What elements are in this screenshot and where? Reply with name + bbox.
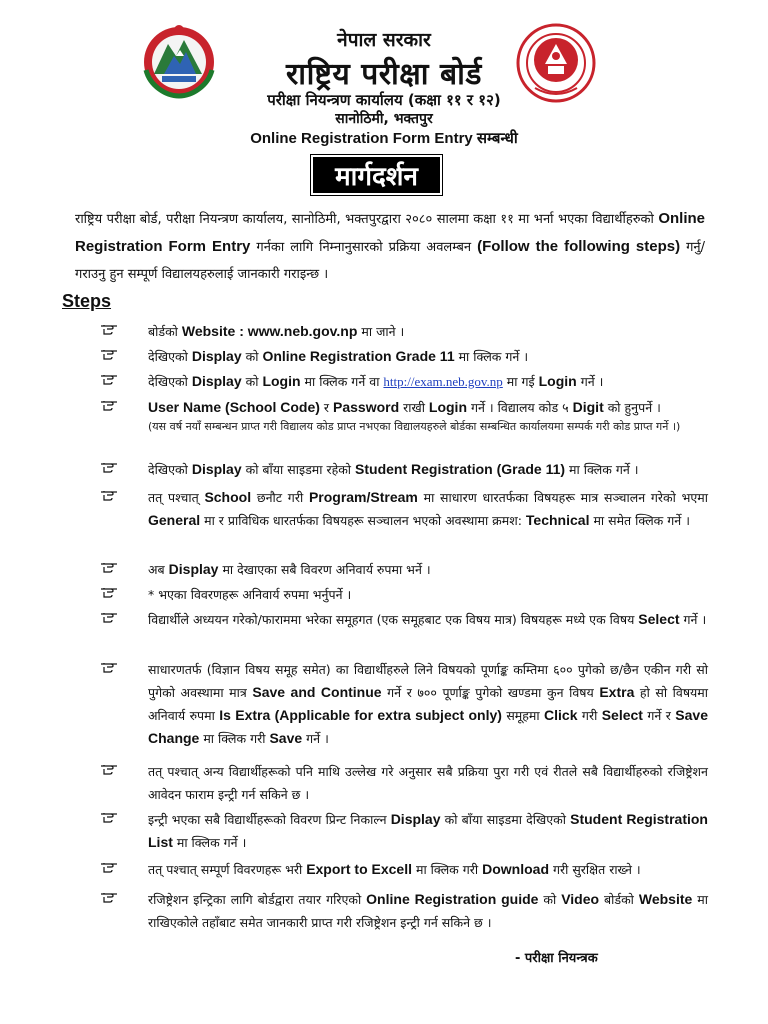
step-text-part: मा क्लिक गर्ने । (172, 835, 247, 850)
step-text-part: को हुनुपर्ने । (603, 400, 661, 415)
step-bold-part: Is Extra (Applicable for extra subject only) (219, 707, 502, 723)
step-bold-part: School (204, 489, 252, 505)
step-text-part: विद्यार्थीले अध्ययन गरेको/फाराममा भरेका समूहगत (एक समूहबाट एक विषय मात्र) विषयहरू मध्ये एक विषय (148, 612, 639, 627)
step-text-part: मा राखिएकोले तहाँबाट समेत जानकारी प्राप्त गरी रजिष्ट्रेशन इन्ट्री गर्न सकिने छ । (148, 892, 708, 930)
step-text-part: तत् पश्चात् सम्पूर्ण विवरणहरू भरी (148, 862, 307, 877)
step-bold-part: Online Registration Grade 11 (262, 348, 455, 364)
step-text: तत् पश्चात् अन्य विद्यार्थीहरूको पनि माथि उल्लेख गरे अनुसार सबै प्रक्रिया पुरा गरी एवं रीतले सबै विद्यार्थीहरुको रजिष्ट्रेशन आवेदन फाराम इन्ट्री गर्न सकिने छ । (148, 764, 708, 802)
step-bold-part: Save and Continue (252, 684, 382, 700)
step-text-part: मा देखाएका सबै विवरण अनिवार्य रुपमा भर्ने । (218, 562, 431, 577)
step-text-part: देखिएको (148, 349, 192, 364)
step-text-part: गर्ने । (576, 374, 604, 389)
step-text-part: मा जाने । (357, 324, 405, 339)
step-text-part: मा क्लिक गर्ने । (565, 462, 639, 477)
step-text-part: गर्ने र (642, 708, 676, 723)
step-text-part: मा गई (502, 374, 539, 389)
step-text: * भएका विवरणहरू अनिवार्य रुपमा भर्नुपर्ने । (148, 587, 352, 602)
step-text-part: गरी (577, 708, 602, 723)
step-text-part: को (241, 349, 263, 364)
step-text (148, 658, 708, 750)
step-text-part: गर्ने । विद्यालय कोड ५ (467, 400, 573, 415)
office-name: परीक्षा नियन्त्रण कार्यालय (कक्षा ११ र १२) (267, 91, 501, 109)
step-text-part: मा र प्राविधिक धारतर्फका विषयहरू सञ्चालन भएको अवस्थामा क्रमश: (200, 513, 526, 528)
step-bold-part: Save Change (148, 707, 708, 746)
step-text-part: अब (148, 562, 169, 577)
intro-bold-steps: (Follow the following steps) (477, 238, 681, 255)
step-text-part: को (538, 892, 562, 907)
intro-bold-form: Online Registration Form Entry (75, 210, 705, 255)
step-text (148, 888, 708, 934)
steps-heading: Steps (62, 291, 112, 311)
step-text-part: बोर्डको (148, 324, 182, 339)
step-text-part: देखिएको (148, 374, 192, 389)
step-text (148, 558, 708, 581)
step-text (148, 396, 708, 435)
step-bold-part: User Name (School Code) (148, 399, 320, 415)
step-bold-part: General (148, 512, 201, 528)
pointing-hand-icon (100, 583, 118, 597)
step-text (148, 345, 708, 368)
pointing-hand-icon (100, 858, 118, 872)
pointing-hand-icon (100, 760, 118, 774)
step-bold-part: Download (482, 861, 550, 877)
step-bold-part: Online Registration guide (366, 891, 539, 907)
step-text-part: छनौट गरी (251, 490, 309, 505)
step-bold-part: Student Registration (Grade 11) (355, 461, 566, 477)
step-text (148, 608, 708, 631)
step-text-part: गर्ने र ७०० पूर्णाङ्क पुगेको खण्डमा कुन विषय (381, 685, 600, 700)
step-bold-part: Display (168, 561, 219, 577)
step-text-part: को बाँया साइडमा रहेको (241, 462, 356, 477)
step-text-part: राखी (399, 400, 429, 415)
step-bold-part: Extra (599, 684, 635, 700)
step-bold-part: Export to Excell (306, 861, 412, 877)
step-bold-part: Website : www.neb.gov.np (181, 323, 358, 339)
step-text-part: मा समेत क्लिक गर्ने । (589, 513, 690, 528)
step-text-part: को (241, 374, 263, 389)
pointing-hand-icon (100, 396, 118, 410)
step-bold-part: Student Registration List (148, 811, 708, 850)
signature-controller: - परीक्षा नियन्त्रक (515, 951, 598, 966)
step-text-part: समूहमा (501, 708, 545, 723)
pointing-hand-icon (100, 658, 118, 672)
step-text-part: मा क्लिक गरी (199, 731, 270, 746)
step-text-part: मा साधारण धारतर्फका विषयहरू मात्र सञ्चालन गरेको भएमा (417, 490, 708, 505)
step-bold-part: Save (269, 730, 303, 746)
step-text-part: मा क्लिक गरी (412, 862, 483, 877)
step-bold-part: Digit (572, 399, 604, 415)
step-bold-part: Website (638, 891, 693, 907)
step-text-part: साधारणतर्फ (विज्ञान विषय समूह समेत) का विद्यार्थीहरुले लिने विषयको पूर्णाङ्क कम्तिमा ६०० पुगेको छ/छैन एकीन गरी सो पुगेको अवस्थामा मात्र (148, 662, 708, 700)
step-text-part: तत् पश्चात् (148, 490, 205, 505)
intro-text: गर्नका लागि निम्नानुसारको प्रक्रिया अवलम्बन (250, 240, 478, 255)
office-location: सानोठिमी, भक्तपुर (335, 111, 433, 127)
pointing-hand-icon (100, 558, 118, 572)
step-bold-part: Display (191, 348, 242, 364)
step-text-part: र (319, 400, 333, 415)
pointing-hand-icon (100, 608, 118, 622)
step-text-part: गर्ने । (302, 731, 329, 746)
step-text-part: को बाँया साइडमा देखिएको (440, 812, 571, 827)
step-bold-part: Password (333, 399, 400, 415)
step-text-part: बोर्डको (599, 892, 639, 907)
step-text-part: गर्ने । (679, 612, 707, 627)
step-bold-part: Video (561, 891, 600, 907)
step-text-part: इन्ट्री भएका सबै विद्यार्थीहरूको विवरण प्रिन्ट निकाल्न (148, 812, 391, 827)
pointing-hand-icon (100, 345, 118, 359)
step-text (148, 370, 708, 393)
intro-text: गर्नु/गराउनु हुन सम्पूर्ण विद्यालयहरुलाई जानकारी गराइन्छ । (75, 240, 706, 282)
step-bold-part: Technical (525, 512, 590, 528)
step-bold-part: Login (262, 373, 301, 389)
step-text-part: मा क्लिक गर्ने । (454, 349, 529, 364)
step-bold-part: Click (544, 707, 578, 723)
step-bold-part: Program/Stream (308, 489, 418, 505)
step-text (148, 486, 708, 532)
government-name: नेपाल सरकार (337, 29, 431, 51)
intro-paragraph (75, 205, 705, 288)
document-title: मार्गदर्शन (311, 155, 442, 195)
step-text-part: मा क्लिक गर्ने वा (300, 374, 384, 389)
step-text-part: रजिष्ट्रेशन इन्ट्रिका लागि बोर्डद्वारा तयार गरिएको (148, 892, 367, 907)
step-bold-part: Login (428, 399, 468, 415)
exam-portal-link[interactable]: http://exam.neb.gov.np (383, 374, 503, 389)
step-bold-part: Login (538, 373, 577, 389)
pointing-hand-icon (100, 320, 118, 334)
step-bold-part: Select (601, 707, 643, 723)
pointing-hand-icon (100, 486, 118, 500)
step-bold-part: Display (390, 811, 441, 827)
step-bold-part: Display (191, 461, 242, 477)
step-text-part: हो सो विषयमा अनिवार्य रुपमा (148, 685, 709, 723)
step-text-part: गरी सुरक्षित राख्ने । (549, 862, 641, 877)
board-name: राष्ट्रिय परीक्षा बोर्ड (286, 57, 482, 92)
step-bold-part: Select (638, 611, 680, 627)
pointing-hand-icon (100, 888, 118, 902)
document-subject: Online Registration Form Entry सम्बन्धी (250, 130, 518, 147)
step-text (148, 458, 708, 481)
step-text (148, 808, 708, 854)
pointing-hand-icon (100, 370, 118, 384)
step-text (148, 320, 708, 343)
intro-text: राष्ट्रिय परीक्षा बोर्ड, परीक्षा नियन्त्रण कार्यालय, सानोठिमी, भक्तपुरद्वारा २०८० सालमा कक्षा ११ मा भर्ना भएका विद्यार्थीहरुको (75, 212, 654, 227)
step-text (148, 858, 708, 881)
step-text-part: देखिएको (148, 462, 192, 477)
pointing-hand-icon (100, 458, 118, 472)
step-note: (यस वर्ष नयाँ सम्बन्धन प्राप्त गरी विद्यालय कोड प्राप्त नभएका विद्यालयहरुले बोर्डका सम्बन्धित कार्यालयमा सम्पर्क गरी कोड प्राप्त गर्ने ।) (148, 420, 681, 433)
pointing-hand-icon (100, 808, 118, 822)
step-bold-part: Display (191, 373, 242, 389)
